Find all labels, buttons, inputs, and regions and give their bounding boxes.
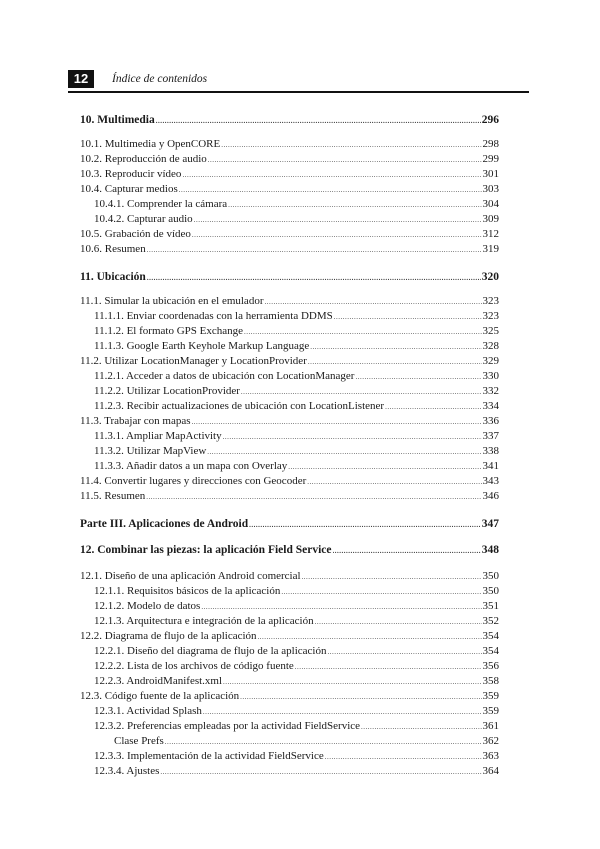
toc-entry bbox=[80, 295, 499, 308]
toc-entry-page: 350 bbox=[482, 570, 499, 582]
toc-entry bbox=[80, 325, 499, 338]
dot-leader bbox=[315, 615, 482, 629]
toc-entry-title: 10.6. Resumen bbox=[80, 243, 146, 255]
toc-entry-title: 10.5. Grabación de vídeo bbox=[80, 228, 191, 240]
toc-entry bbox=[80, 355, 499, 368]
dot-leader bbox=[310, 340, 481, 354]
toc-entry-page: 364 bbox=[482, 765, 499, 777]
toc-entry bbox=[80, 705, 499, 718]
toc-entry-page: 323 bbox=[482, 310, 499, 322]
dot-leader bbox=[333, 544, 481, 558]
toc-entry-title: 11.2.1. Acceder a datos de ubicación con LocationManager bbox=[94, 370, 355, 382]
toc-entry-title: 12.3.4. Ajustes bbox=[94, 765, 160, 777]
toc-entry-page: 334 bbox=[482, 400, 499, 412]
toc-entry-title: Parte III. Aplicaciones de Android bbox=[80, 518, 249, 530]
toc-entry-page: 328 bbox=[482, 340, 499, 352]
toc-entry bbox=[80, 310, 499, 323]
toc-entry bbox=[80, 720, 499, 733]
toc-entry-title: 10.4.1. Comprender la cámara bbox=[94, 198, 228, 210]
toc-entry-title: 11.5. Resumen bbox=[80, 490, 146, 502]
toc-entry-page: 329 bbox=[482, 355, 499, 367]
toc-entry-title: 12. Combinar las piezas: la aplicación Field Service bbox=[80, 544, 332, 556]
toc-entry bbox=[80, 544, 499, 557]
dot-leader bbox=[228, 198, 481, 212]
toc-entry-title: 12.1.3. Arquitectura e integración de la aplicación bbox=[94, 615, 314, 627]
dot-leader bbox=[146, 490, 481, 504]
toc-entry-page: 323 bbox=[482, 295, 499, 307]
toc-entry-page: 356 bbox=[482, 660, 499, 672]
toc-entry bbox=[80, 271, 499, 284]
toc-entry-page: 319 bbox=[482, 243, 499, 255]
toc-entry-page: 298 bbox=[482, 138, 499, 150]
toc-entry-page: 354 bbox=[482, 645, 499, 657]
toc-entry bbox=[80, 138, 499, 151]
toc-entry bbox=[80, 735, 499, 748]
toc-entry bbox=[80, 600, 499, 613]
header-rule bbox=[68, 91, 529, 93]
toc-entry bbox=[80, 400, 499, 413]
dot-leader bbox=[147, 271, 481, 285]
dot-leader bbox=[258, 630, 482, 644]
dot-leader bbox=[307, 475, 481, 489]
dot-leader bbox=[244, 325, 482, 339]
dot-leader bbox=[208, 153, 482, 167]
dot-leader bbox=[327, 645, 481, 659]
toc-entry-page: 338 bbox=[482, 445, 499, 457]
toc-entry bbox=[80, 615, 499, 628]
dot-leader bbox=[160, 765, 481, 779]
toc-entry bbox=[80, 660, 499, 673]
toc-entry-page: 332 bbox=[482, 385, 499, 397]
toc-entry-page: 330 bbox=[482, 370, 499, 382]
dot-leader bbox=[223, 430, 482, 444]
toc-entry-page: 309 bbox=[482, 213, 499, 225]
toc-entry-title: 12.3.1. Actividad Splash bbox=[94, 705, 202, 717]
toc-entry-page: 325 bbox=[482, 325, 499, 337]
toc-entry-page: 336 bbox=[482, 415, 499, 427]
toc-entry bbox=[80, 490, 499, 503]
toc-entry-title: 10.3. Reproducir vídeo bbox=[80, 168, 182, 180]
toc-entry-title: 12.3. Código fuente de la aplicación bbox=[80, 690, 240, 702]
toc-entry-page: 304 bbox=[482, 198, 499, 210]
dot-leader bbox=[302, 570, 482, 584]
dot-leader bbox=[194, 213, 482, 227]
header-title: Índice de contenidos bbox=[112, 73, 208, 85]
toc-entry-page: 358 bbox=[482, 675, 499, 687]
toc-entry-title: 12.2. Diagrama de flujo de la aplicación bbox=[80, 630, 257, 642]
toc-entry bbox=[80, 630, 499, 643]
toc-entry bbox=[80, 518, 499, 531]
dot-leader bbox=[207, 445, 481, 459]
toc-entry-title: 11.3.1. Ampliar MapActivity bbox=[94, 430, 222, 442]
dot-leader bbox=[249, 518, 481, 532]
dot-leader bbox=[192, 415, 482, 429]
toc-entry bbox=[80, 750, 499, 763]
toc-entry-page: 337 bbox=[482, 430, 499, 442]
toc-entry bbox=[80, 198, 499, 211]
toc-entry-title: 12.3.2. Preferencias empleadas por la actividad FieldService bbox=[94, 720, 361, 732]
page-number: 12 bbox=[68, 70, 94, 88]
toc-entry-title: 12.1.2. Modelo de datos bbox=[94, 600, 201, 612]
dot-leader bbox=[355, 370, 481, 384]
toc-entry bbox=[80, 460, 499, 473]
dot-leader bbox=[203, 705, 482, 719]
toc-entry-page: 359 bbox=[482, 690, 499, 702]
dot-leader bbox=[334, 310, 482, 324]
toc-entry-title: 11.2.2. Utilizar LocationProvider bbox=[94, 385, 240, 397]
toc-entry bbox=[80, 570, 499, 583]
toc-entry bbox=[80, 213, 499, 226]
toc-entry bbox=[80, 415, 499, 428]
toc-entry bbox=[80, 228, 499, 241]
dot-leader bbox=[361, 720, 481, 734]
toc-entry bbox=[80, 385, 499, 398]
toc-entry bbox=[80, 645, 499, 658]
toc-entry bbox=[80, 370, 499, 383]
dot-leader bbox=[288, 460, 481, 474]
toc-entry-title: 11.1.3. Google Earth Keyhole Markup Language bbox=[94, 340, 310, 352]
toc-entry-title: 10.4. Capturar medios bbox=[80, 183, 178, 195]
toc-entry bbox=[80, 675, 499, 688]
toc-entry-page: 351 bbox=[482, 600, 499, 612]
toc-entry-page: 320 bbox=[481, 271, 499, 283]
toc-entry-page: 359 bbox=[482, 705, 499, 717]
toc-entry-page: 301 bbox=[482, 168, 499, 180]
toc-entry bbox=[80, 114, 499, 127]
toc-entry-title: 12.2.3. AndroidManifest.xml bbox=[94, 675, 223, 687]
toc-entry-title: Clase Prefs bbox=[114, 735, 164, 747]
toc-entry-title: 11.1.2. El formato GPS Exchange bbox=[94, 325, 243, 337]
toc-entry bbox=[80, 690, 499, 703]
dot-leader bbox=[240, 690, 481, 704]
toc-entry-page: 361 bbox=[482, 720, 499, 732]
toc-entry-page: 350 bbox=[482, 585, 499, 597]
dot-leader bbox=[281, 585, 481, 599]
dot-leader bbox=[179, 183, 482, 197]
toc-entry-page: 343 bbox=[482, 475, 499, 487]
dot-leader bbox=[295, 660, 482, 674]
toc-entry-title: 10.4.2. Capturar audio bbox=[94, 213, 193, 225]
toc-entry bbox=[80, 585, 499, 598]
dot-leader bbox=[201, 600, 481, 614]
toc-entry bbox=[80, 475, 499, 488]
toc-entry-page: 299 bbox=[482, 153, 499, 165]
dot-leader bbox=[264, 295, 481, 309]
toc-entry-title: 11. Ubicación bbox=[80, 271, 146, 283]
page-header bbox=[68, 68, 528, 90]
toc-entry bbox=[80, 183, 499, 196]
toc-entry-title: 11.3.3. Añadir datos a un mapa con Overlay bbox=[94, 460, 288, 472]
toc-entry-title: 11.1.1. Enviar coordenadas con la herramienta DDMS bbox=[94, 310, 333, 322]
toc-entry-page: 346 bbox=[482, 490, 499, 502]
toc-entry-page: 363 bbox=[482, 750, 499, 762]
toc-entry-title: 12.2.1. Diseño del diagrama de flujo de la aplicación bbox=[94, 645, 327, 657]
toc-entry bbox=[80, 765, 499, 778]
toc-entry bbox=[80, 340, 499, 353]
toc-entry-title: 10.1. Multimedia y OpenCORE bbox=[80, 138, 221, 150]
toc-entry-title: 11.2.3. Recibir actualizaciones de ubicación con LocationListener bbox=[94, 400, 385, 412]
toc-entry-page: 303 bbox=[482, 183, 499, 195]
dot-leader bbox=[147, 243, 482, 257]
dot-leader bbox=[182, 168, 481, 182]
toc-entry bbox=[80, 430, 499, 443]
dot-leader bbox=[156, 114, 481, 128]
dot-leader bbox=[241, 385, 482, 399]
dot-leader bbox=[223, 675, 481, 689]
toc-entry-title: 11.3.2. Utilizar MapView bbox=[94, 445, 207, 457]
toc-entry bbox=[80, 445, 499, 458]
toc-entry-page: 341 bbox=[482, 460, 499, 472]
dot-leader bbox=[221, 138, 481, 152]
toc-entry-title: 12.1. Diseño de una aplicación Android comercial bbox=[80, 570, 301, 582]
toc-entry-page: 296 bbox=[481, 114, 499, 126]
dot-leader bbox=[385, 400, 481, 414]
toc-entry-title: 11.4. Convertir lugares y direcciones con Geocoder bbox=[80, 475, 307, 487]
toc-entry-title: 11.2. Utilizar LocationManager y LocationProvider bbox=[80, 355, 307, 367]
toc-entry-page: 354 bbox=[482, 630, 499, 642]
dot-leader bbox=[165, 735, 482, 749]
toc-entry-page: 347 bbox=[481, 518, 499, 530]
toc-entry-page: 362 bbox=[482, 735, 499, 747]
toc-entry-title: 12.2.2. Lista de los archivos de código fuente bbox=[94, 660, 294, 672]
toc-entry-title: 10. Multimedia bbox=[80, 114, 155, 126]
toc-entry-title: 12.1.1. Requisitos básicos de la aplicación bbox=[94, 585, 281, 597]
toc-entry-title: 12.3.3. Implementación de la actividad FieldService bbox=[94, 750, 324, 762]
toc-entry-title: 11.3. Trabajar con mapas bbox=[80, 415, 191, 427]
toc-entry bbox=[80, 168, 499, 181]
toc-entry-page: 348 bbox=[481, 544, 499, 556]
dot-leader bbox=[192, 228, 482, 242]
dot-leader bbox=[325, 750, 482, 764]
toc-entry-page: 352 bbox=[482, 615, 499, 627]
toc-entry bbox=[80, 243, 499, 256]
toc-entry-title: 10.2. Reproducción de audio bbox=[80, 153, 207, 165]
toc-entry-page: 312 bbox=[482, 228, 499, 240]
toc-entry bbox=[80, 153, 499, 166]
toc-entry-title: 11.1. Simular la ubicación en el emulador bbox=[80, 295, 264, 307]
dot-leader bbox=[308, 355, 482, 369]
